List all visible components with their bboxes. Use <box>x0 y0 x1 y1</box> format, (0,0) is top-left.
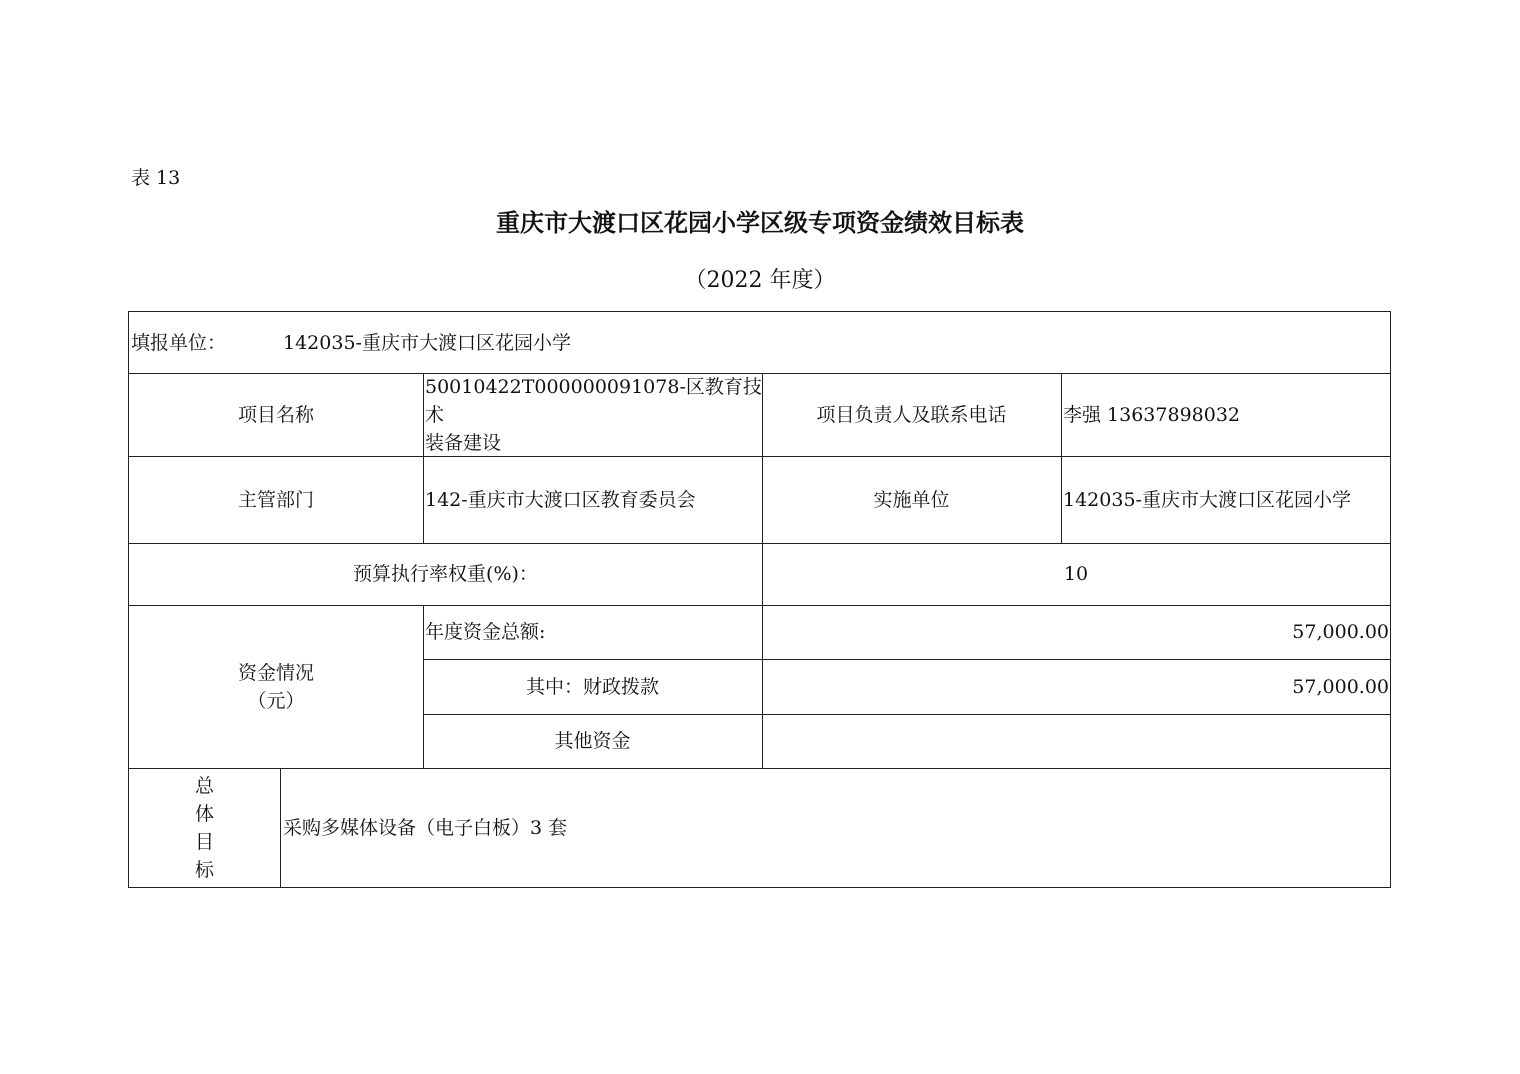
project-name-line: 50010422T000000091078-区教育技术 <box>425 375 762 426</box>
reporting-unit-label: 填报单位： <box>131 331 227 354</box>
table-number: 表 13 <box>131 167 181 189</box>
budget-weight-value: 10 <box>1063 563 1089 585</box>
overall-goal-label <box>129 768 280 888</box>
project-name-value <box>423 373 762 456</box>
contact-value: 李强 13637898032 <box>1063 403 1241 426</box>
project-name-line: 装备建设 <box>425 431 502 454</box>
contact-label: 项目负责人及联系电话 <box>816 403 1007 426</box>
performance-target-table <box>128 311 1391 888</box>
other-funds-label: 其他资金 <box>554 730 631 752</box>
reporting-unit-value: 142035-重庆市大渡口区花园小学 <box>283 331 571 354</box>
implementing-unit-value: 142035-重庆市大渡口区花园小学 <box>1063 488 1351 511</box>
fiscal-allocation-label: 其中：财政拨款 <box>525 675 659 698</box>
overall-goal-char: 目 <box>194 831 214 853</box>
document-subtitle: （2022 年度） <box>684 268 836 293</box>
overall-goal-char: 体 <box>194 803 214 825</box>
other-funds-value <box>762 714 1390 768</box>
overall-goal-value: 采购多媒体设备（电子白板）3 套 <box>283 817 568 839</box>
annual-total-value: 57,000.00 <box>1292 621 1389 643</box>
funds-label <box>129 605 423 768</box>
fiscal-allocation-value: 57,000.00 <box>1292 675 1389 698</box>
project-name-label: 项目名称 <box>237 403 314 426</box>
annual-total-label: 年度资金总额: <box>425 621 546 643</box>
implementing-unit-label: 实施单位 <box>873 488 950 511</box>
document-title: 重庆市大渡口区花园小学区级专项资金绩效目标表 <box>496 208 1024 237</box>
overall-goal-char: 总 <box>194 775 214 797</box>
budget-weight-label: 预算执行率权重(%)： <box>353 563 538 585</box>
department-value: 142-重庆市大渡口区教育委员会 <box>425 488 696 511</box>
funds-label-unit: （元） <box>247 689 305 712</box>
department-label: 主管部门 <box>237 488 314 511</box>
overall-goal-char: 标 <box>194 859 214 881</box>
funds-label-line: 资金情况 <box>237 661 314 684</box>
